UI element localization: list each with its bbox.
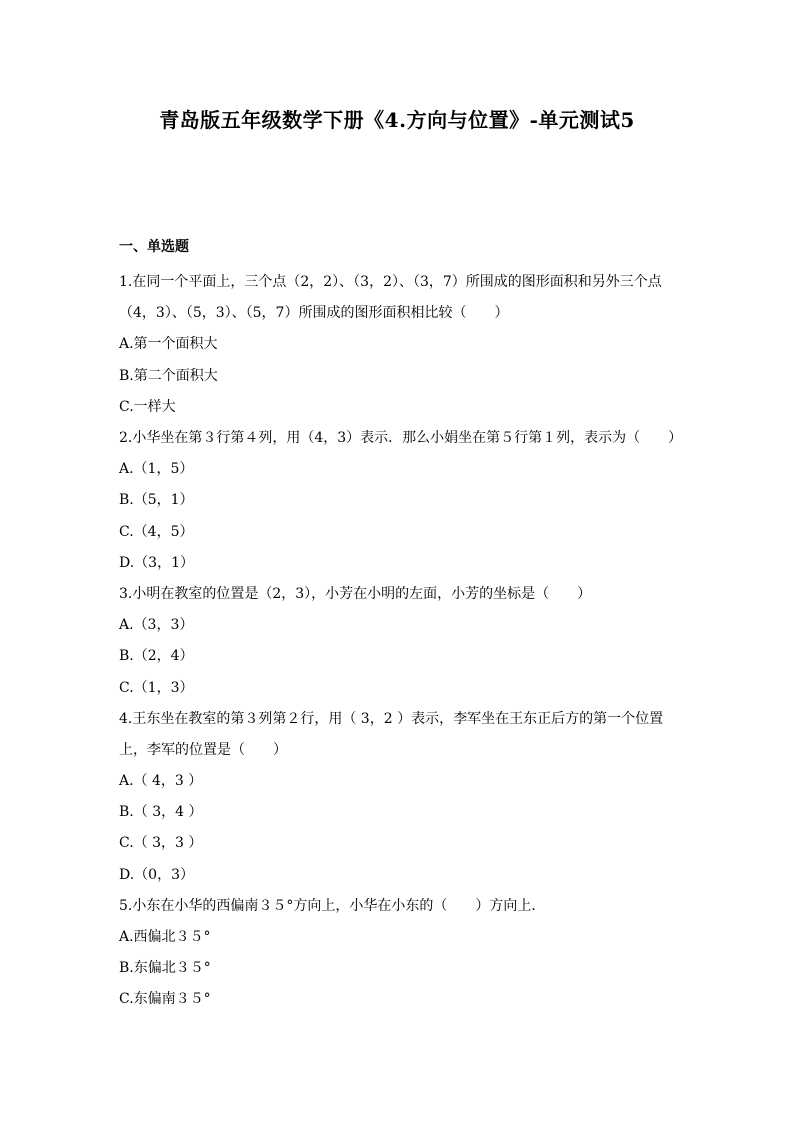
option-b: B.第二个面积大: [119, 367, 218, 384]
option-c: C.东偏南３５°: [119, 991, 211, 1008]
page-title: 青岛版五年级数学下册《4.方向与位置》-单元测试5: [159, 108, 635, 132]
option-c: C.（1，3）: [119, 679, 194, 696]
question-stem: 5.小东在小华的西偏南３５°方向上，小华在小东的（ ）方向上．: [119, 897, 546, 914]
question-4: [119, 704, 689, 891]
option-a: A.（ 4，3 ）: [119, 773, 203, 790]
option-c: C.（ 3，3 ）: [119, 835, 203, 852]
option-b: B.东偏北３５°: [119, 960, 211, 977]
option-b: B.（5，1）: [119, 492, 194, 509]
question-stem: 2.小华坐在第３行第４列，用（4，3）表示．那么小娟坐在第５行第１列，表示为（ ）: [119, 429, 683, 446]
option-c: C.（4，5）: [119, 523, 194, 540]
question-3: [119, 579, 689, 704]
option-c: C.一样大: [119, 398, 176, 415]
question-stem: 3.小明在教室的位置是（2，3），小芳在小明的左面，小芳的坐标是（ ）: [119, 585, 592, 602]
question-stem: 1.在同一个平面上，三个点（2，2）、（3，2）、（3，7）所围成的图形面积和另外三个点（4，3）、（5，3）、（5，7）所围成的图形面积相比较（ ）: [119, 274, 662, 322]
option-b: B.（ 3，4 ）: [119, 804, 203, 821]
option-a: A.（1，5）: [119, 461, 194, 478]
option-a: A.（3，3）: [119, 617, 194, 634]
question-5: [119, 891, 689, 1016]
option-d: D.（0，3）: [119, 866, 194, 883]
option-a: A.西偏北３５°: [119, 929, 211, 946]
option-a: A.第一个面积大: [119, 336, 218, 353]
question-2: [119, 423, 689, 579]
question-stem: 4.王东坐在教室的第３列第２行，用（ 3，2 ）表示，李军坐在王东正后方的第一个位置上，李军的位置是（ ）: [119, 710, 664, 758]
option-b: B.（2，4）: [119, 648, 194, 665]
question-list: [119, 236, 689, 1016]
question-1: [119, 267, 689, 423]
section-heading: 一、单选题: [119, 239, 189, 255]
option-d: D.（3，1）: [119, 554, 194, 571]
